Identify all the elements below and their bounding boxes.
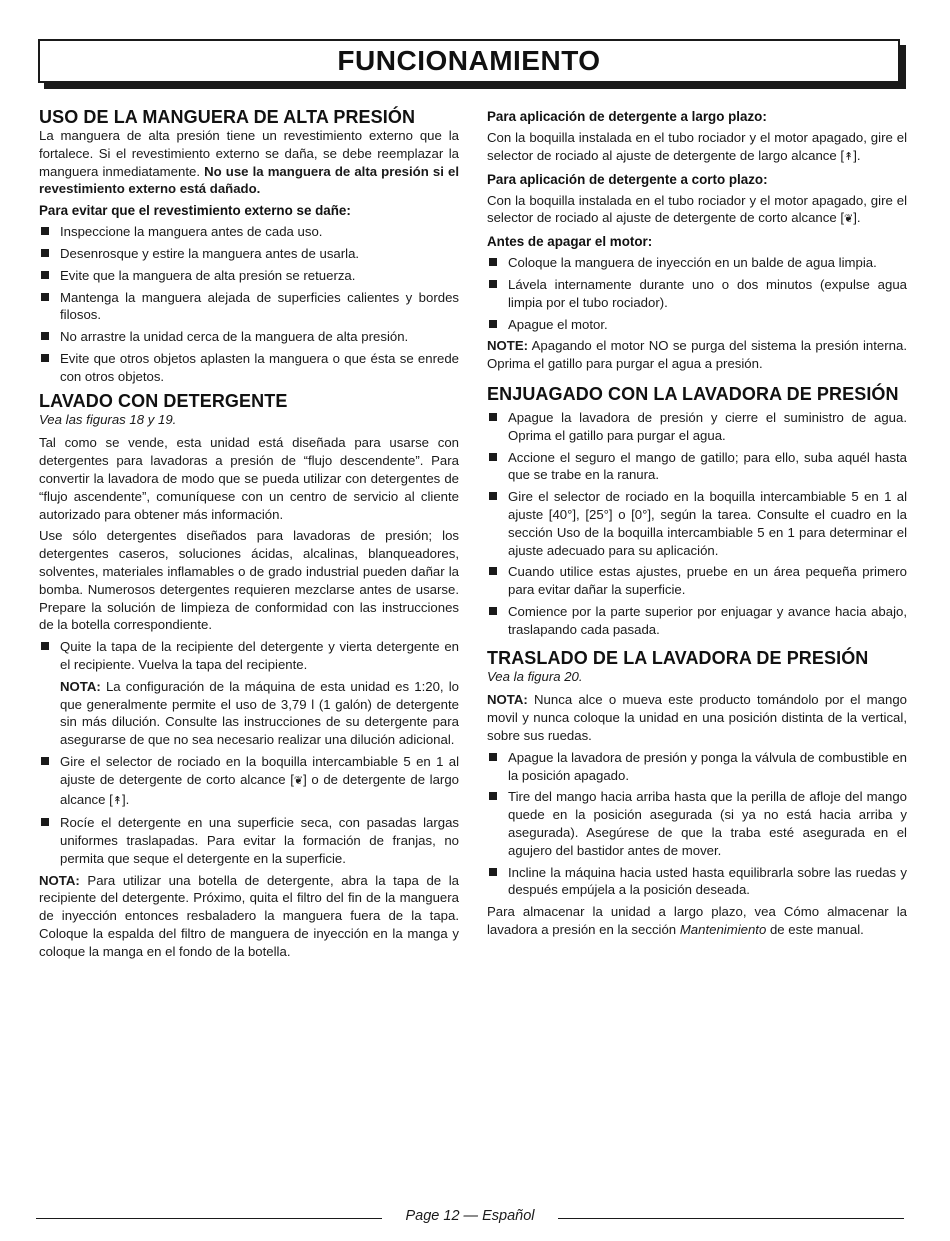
page-footer [36, 1206, 904, 1228]
list-item-text: Tire del mango hacia arriba hasta que la perilla de afloje del mango quede en la posición asegurada (si ya no está hacia arriba y asegurada). Asegúrese de que la traba esté asegurada en el agujero del bastidor antes de mover. [508, 789, 907, 858]
transport-note [487, 691, 907, 744]
hose-list [39, 223, 459, 385]
long-range-text-b: ]. [853, 147, 861, 163]
bullet-square-icon [41, 642, 49, 650]
list-item [487, 864, 907, 900]
list-item [39, 638, 459, 674]
list-item-text: Rocíe el detergente en una superficie seca, con pasadas largas uniformes traslapadas. Para evitar la formación de franjas, no permita que seque el detergente en la superficie. [60, 815, 459, 866]
list-item-text: Comience por la parte superior por enjuagar y avance hacia abajo, traslapando cada pasada. [508, 603, 907, 637]
long-range-text-a: Con la boquilla instalada en el tubo rociador y el motor apagado, gire el selector de rociado al ajuste de detergente de largo alcance [ [487, 130, 907, 163]
short-range-detergent-icon: ❦ [844, 213, 854, 226]
short-range-heading: Para aplicación de detergente a corto plazo: [487, 171, 768, 187]
long-range-detergent-icon: ↟ [112, 794, 123, 807]
list-item [487, 788, 907, 859]
note-label: NOTA: [39, 872, 80, 888]
list-item [487, 409, 907, 445]
list-item-text: Accione el seguro el mango de gatillo; para ello, suba aquél hasta que se trabe en la ranura. [508, 449, 907, 483]
short-range-text [487, 192, 907, 230]
list-item-text: Cuando utilice estas ajustes, pruebe en un área pequeña primero para evitar dañar la superficie. [508, 564, 907, 598]
list-item-text: Gire el selector de rociado en la boquilla intercambiable 5 en 1 al ajuste de detergente de corto alcance [ [60, 753, 459, 787]
list-item-text: ]. [122, 791, 130, 807]
list-item-text: Gire el selector de rociado en la boquilla intercambiable 5 en 1 al ajuste [40°], [25°] o [0°], según la tarea. Consulte el cuadro en la sección Uso de la boquilla intercambiable 5 en 1 para determinar el ajuste adecuado para su aplicación. [508, 489, 907, 558]
bullet-square-icon [489, 413, 497, 421]
bullet-square-icon [489, 607, 497, 615]
list-item [39, 223, 459, 241]
list-item [487, 603, 907, 639]
long-range-text [487, 129, 907, 167]
detergent-paragraph-1: Tal como se vende, esta unidad está diseñada para usarse con detergentes para lavadoras a presión de “flujo descendente”. Para convertir la lavadora de modo que se pueda utilizar con detergentes de “flujo ascendente”, comuníquese con un centro de servicio al cliente autorizado para obtener más información. [39, 435, 459, 522]
page-number: Page 12 — Español [405, 1208, 535, 1224]
transport-list [487, 749, 907, 899]
bottle-note [39, 872, 459, 961]
detergent-list [39, 638, 459, 674]
list-item-text: Inspeccione la manguera antes de cada uso. [60, 224, 323, 240]
list-item [487, 316, 907, 334]
list-item-text: ] o de detergente de largo alcance [ [60, 771, 459, 807]
list-item [487, 563, 907, 599]
rinse-list [487, 409, 907, 639]
figure-reference: Vea la figura 20. [487, 668, 583, 684]
list-item-text: Apague la lavadora de presión y cierre el suministro de agua. Oprima el gatillo para purgar el agua. [508, 409, 907, 443]
bullet-square-icon [489, 492, 497, 500]
section-heading-hose: USO DE LA MANGUERA DE ALTA PRESIÓN [39, 107, 416, 127]
bullet-square-icon [41, 249, 49, 257]
bullet-square-icon [41, 332, 49, 340]
list-item [39, 350, 459, 386]
note-text: Para utilizar una botella de detergente, abra la tapa de la recipiente del detergente. Próximo, quita el filtro del fin de la manguera de inyección entonces resbaladero la manguera fuera de la tapa. Coloque la espalda del filtro de manguera de inyección en la manga y coloque la manga en el fondo de la botella. [39, 872, 459, 959]
list-item [487, 449, 907, 485]
bullet-square-icon [489, 792, 497, 800]
hose-intro-text: La manguera de alta presión tiene un revestimiento externo que la fortalece. Si el revestimiento externo se daña, se debe reemplazar la manguera inmediatamente. [39, 128, 459, 179]
list-item [39, 267, 459, 285]
right-column [487, 108, 907, 943]
list-item-text: Evite que la manguera de alta presión se retuerza. [60, 267, 356, 283]
bullet-square-icon [41, 354, 49, 362]
note-label: NOTA: [60, 678, 101, 694]
bullet-square-icon [41, 818, 49, 826]
list-item-text: Apague el motor. [508, 316, 608, 332]
storage-text-b: de este manual. [766, 921, 864, 937]
short-range-text-b: ]. [853, 210, 861, 226]
bullet-square-icon [489, 280, 497, 288]
list-item [39, 328, 459, 346]
list-item-text: Apague la lavadora de presión y ponga la válvula de combustible en la posición apagado. [508, 749, 907, 783]
long-range-detergent-icon: ↟ [844, 150, 854, 163]
list-item-text: Quite la tapa de la recipiente del detergente y vierta detergente en el recipiente. Vuelva la tapa del recipiente. [60, 639, 459, 672]
bullet-square-icon [489, 453, 497, 461]
list-item [39, 245, 459, 263]
storage-text-a: Para almacenar la unidad a largo plazo, vea Cómo almacenar la lavadora a presión en la sección [487, 904, 907, 937]
dilution-note [39, 678, 459, 749]
bullet-square-icon [489, 567, 497, 575]
short-range-detergent-icon: ❦ [293, 774, 304, 787]
detergent-list-2 [39, 753, 459, 868]
list-item-text: Incline la máquina hacia usted hasta equilibrarla sobre las ruedas y después empújela a la posición deseada. [508, 864, 907, 898]
bullet-square-icon [41, 293, 49, 301]
note-text: La configuración de la máquina de esta unidad es 1:20, lo que generalmente permite el uso de 3,79 l (1 galón) de detergente sin más dilución. Consulte las instrucciones de su detergente para asegurarse de que no sea necesario realizar una dilución adicional. [60, 678, 459, 748]
storage-paragraph [487, 903, 907, 939]
short-range-text-a: Con la boquilla instalada en el tubo rociador y el motor apagado, gire el selector de rociado al ajuste de detergente de corto alcance [ [487, 192, 907, 226]
list-item [487, 254, 907, 272]
list-item [39, 814, 459, 867]
hose-subheading: Para evitar que el revestimiento externo se dañe: [39, 203, 351, 219]
footer-rule-right [558, 1218, 904, 1219]
list-item-text: Coloque la manguera de inyección en un balde de agua limpia. [508, 255, 877, 271]
section-heading-rinse: ENJUAGADO CON LA LAVADORA DE PRESIÓN [487, 383, 899, 404]
long-range-heading: Para aplicación de detergente a largo plazo: [487, 109, 767, 124]
note-label: NOTA: [487, 692, 528, 708]
list-item [487, 749, 907, 785]
page-title: FUNCIONAMIENTO [337, 45, 601, 76]
bullet-square-icon [489, 753, 497, 761]
figure-reference: Vea las figuras 18 y 19. [39, 411, 177, 427]
list-item [39, 289, 459, 325]
bullet-square-icon [489, 868, 497, 876]
list-item-text: No arrastre la unidad cerca de la manguera de alta presión. [60, 329, 409, 345]
hose-warning: No use la manguera de alta presión si el revestimiento externo está dañado. [39, 163, 459, 197]
list-item-text: Evite que otros objetos aplasten la manguera o que ésta se enrede con otros objetos. [60, 350, 459, 384]
section-heading-transport: TRASLADO DE LA LAVADORA DE PRESIÓN [487, 647, 869, 668]
bullet-square-icon [41, 757, 49, 765]
note-text: Nunca alce o mueva este producto tomándolo por el mango movil y nunca coloque la unidad en una posición distinta de la vertical, sobre sus ruedas. [487, 692, 907, 743]
list-item-text: Mantenga la manguera alejada de superficies calientes y bordes filosos. [60, 289, 459, 323]
section-heading-detergent: LAVADO CON DETERGENTE [39, 390, 288, 411]
note-label: NOTE: [487, 338, 529, 354]
bullet-square-icon [41, 271, 49, 279]
list-item-text: Lávela internamente durante uno o dos minutos (expulse agua limpia por el tubo rociador). [508, 276, 907, 310]
bullet-square-icon [489, 258, 497, 266]
bullet-square-icon [41, 227, 49, 235]
section-title-box [38, 39, 900, 83]
list-item-text: Desenrosque y estire la manguera antes de usarla. [60, 245, 360, 261]
list-item [487, 488, 907, 559]
left-column [39, 108, 459, 965]
hose-intro [39, 127, 459, 198]
footer-rule-left [36, 1218, 382, 1219]
note-text: Apagando el motor NO se purga del sistema la presión interna. Oprima el gatillo para purgar el agua a presión. [487, 338, 907, 372]
before-stop-list [487, 254, 907, 333]
list-item [487, 276, 907, 312]
list-item [39, 753, 459, 810]
before-stop-heading: Antes de apagar el motor: [487, 234, 653, 250]
detergent-paragraph-2: Use sólo detergentes diseñados para lavadoras de presión; los detergentes caseros, soluciones ácidas, alcalinas, blanqueadores, solventes, materiales inflamables o de grado industrial pueden dañar la bomba. Numerosos detergentes requieren mezclarse antes de usarse. Prepare la solución de limpieza de conformidad con las instrucciones de la botella correspondiente. [39, 528, 459, 633]
bullet-square-icon [489, 320, 497, 328]
pressure-note [487, 337, 907, 373]
maintenance-section-ref: Mantenimiento [679, 921, 767, 937]
